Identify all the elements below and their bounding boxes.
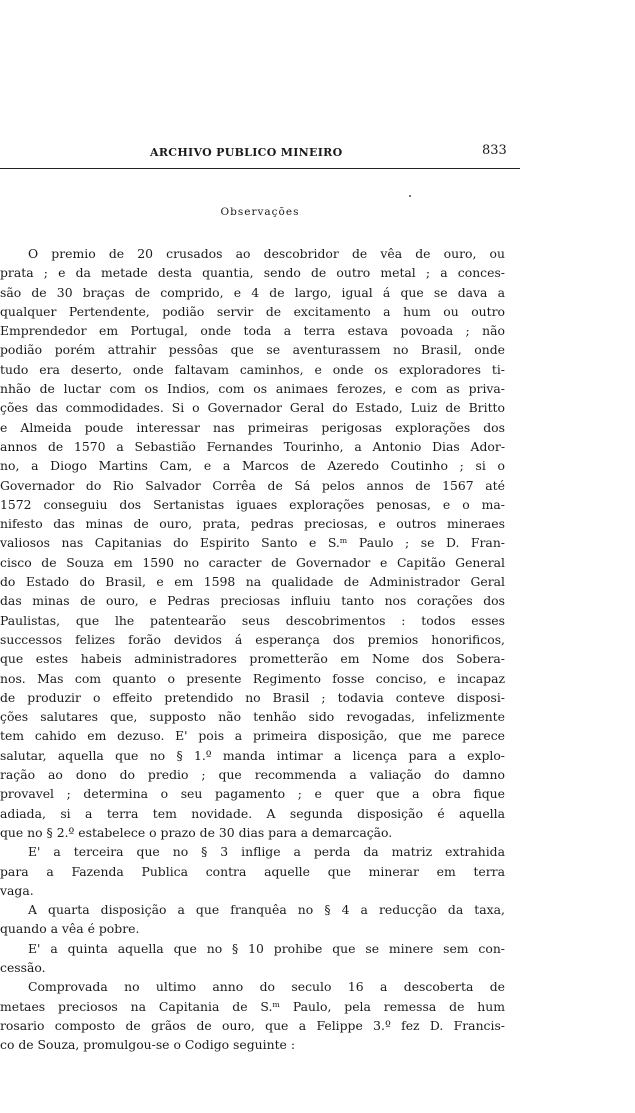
text-line: valiosos nas Capitanias do Espirito Santo e S.ᵐ Paulo ; se D. Fran-	[0, 535, 505, 551]
text-line: do Estado do Brasil, e em 1598 na qualidade de Administrador Geral	[0, 574, 505, 590]
text-line: que estes habeis administradores prometterão em Nome dos Sobera-	[0, 651, 505, 667]
text-line: prata ; e da metade desta quantia, sendo de outro metal ; a conces-	[0, 265, 505, 281]
text-line: tem cahido em dezuso. E' pois a primeira disposição, que me parece	[0, 728, 505, 744]
page-number: 833	[482, 143, 507, 158]
text-line: que no § 2.º estabelece o prazo de 30 dias para a demarcação.	[0, 824, 393, 840]
text-line: Governador do Rio Salvador Corrêa de Sá pelos annos de 1567 até	[0, 477, 505, 493]
page-header	[0, 138, 520, 169]
text-line: Comprovada no ultimo anno do seculo 16 a descoberta de	[28, 979, 505, 995]
text-line: O premio de 20 crusados ao descobridor de vêa de ouro, ou	[28, 246, 505, 261]
text-line: A quarta disposição a que franquêa no § 4 a reducção da taxa,	[28, 902, 505, 918]
text-line: rosario composto de grãos de ouro, que a Felippe 3.º fez D. Francis-	[0, 1017, 505, 1033]
text-line: E' a quinta aquella que no § 10 prohibe que se minere sem con-	[28, 940, 505, 956]
text-line: cisco de Souza em 1590 no caracter de Governador e Capitão General	[0, 554, 505, 570]
stray-mark	[409, 195, 411, 197]
text-line: das minas de ouro, e Pedras preciosas influiu tanto nos corações dos	[0, 593, 505, 609]
text-line: successos felizes forão devidos á esperança dos premios honorificos,	[0, 631, 505, 647]
text-line: são de 30 braças de comprido, e 4 de largo, igual á que se dava a	[0, 284, 505, 300]
text-line: co de Souza, promulgou-se o Codigo seguinte :	[0, 1037, 295, 1053]
text-line: Paulistas, que lhe patentearão seus descobrimentos : todos esses	[0, 612, 505, 628]
text-line: ções salutares que, supposto não tenhão sido revogadas, infelizmente	[0, 709, 505, 725]
section-title: Observações	[220, 206, 300, 218]
text-line: cessão.	[0, 959, 46, 975]
text-line: nifesto das minas de ouro, prata, pedras preciosas, e outros mineraes	[0, 516, 505, 532]
body-text	[0, 244, 505, 1054]
text-line: qualquer Pertendente, podião servir de excitamento a hum ou outro	[0, 303, 505, 319]
text-line: tudo era deserto, onde faltavam caminhos, e onde os exploradores ti-	[0, 361, 505, 377]
text-line: no, a Diogo Martins Cam, e a Marcos de Azeredo Coutinho ; si o	[0, 458, 505, 474]
text-line: vaga.	[0, 882, 34, 898]
text-line: provavel ; determina o seu pagamento ; e quer que a obra fique	[0, 786, 505, 802]
text-line: nhão de luctar com os Indios, com os animaes ferozes, e com as priva-	[0, 381, 505, 397]
text-line: ções das commodidades. Si o Governador Geral do Estado, Luiz de Britto	[0, 400, 505, 416]
text-line: salutar, aquella que no § 1.º manda intimar a licença para a explo-	[0, 747, 505, 763]
text-line: podião porém attrahir pessôas que se aventurassem no Brasil, onde	[0, 342, 505, 358]
text-line: adiada, si a terra tem novidade. A segunda disposição é aquella	[0, 805, 505, 821]
running-title: ARCHIVO PUBLICO MINEIRO	[150, 146, 343, 159]
text-line: ração ao dono do predio ; que recommenda a valiação do damno	[0, 767, 505, 783]
text-line: de produzir o effeito pretendido no Brasil ; todavia conteve disposi-	[0, 689, 505, 705]
text-line: annos de 1570 a Sebastião Fernandes Tourinho, a Antonio Dias Ador-	[0, 438, 505, 454]
text-line: para a Fazenda Publica contra aquelle que minerar em terra	[0, 863, 505, 879]
text-line: Emprendedor em Portugal, onde toda a terra estava povoada ; não	[0, 323, 505, 339]
text-line: quando a vêa é pobre.	[0, 921, 140, 937]
text-line: 1572 conseguiu dos Sertanistas iguaes explorações penosas, e o ma-	[0, 496, 505, 512]
text-line: nos. Mas com quanto o presente Regimento fosse conciso, e incapaz	[0, 670, 505, 686]
text-line: e Almeida poude interessar nas primeiras perigosas explorações dos	[0, 419, 505, 435]
text-line: metaes preciosos na Capitania de S.ᵐ Paulo, pela remessa de hum	[0, 998, 505, 1014]
text-line: E' a terceira que no § 3 inflige a perda da matriz extrahida	[28, 844, 505, 860]
